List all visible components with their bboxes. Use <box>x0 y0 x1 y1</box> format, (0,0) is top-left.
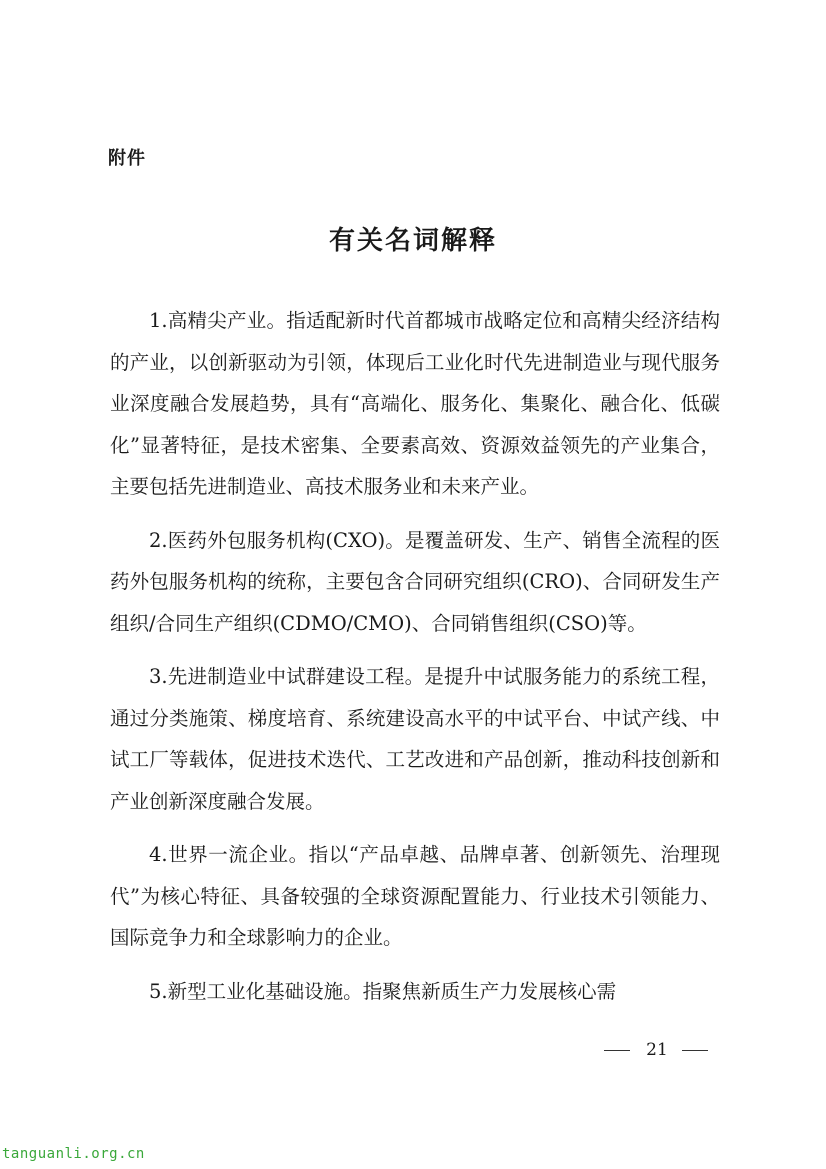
paragraph-1: 1.高精尖产业。指适配新时代首都城市战略定位和高精尖经济结构的产业，以创新驱动为引领，体现后工业化时代先进制造业与现代服务业深度融合发展趋势，具有“高端化、服务化、集聚化、融合化、低碳化”显著特征，是技术密集、全要素高效、资源效益领先的产业集合，主要包括先进制造业、高技术服务业和未来产业。 <box>110 309 720 498</box>
watermark-text: tanguanli.org.cn <box>2 1146 145 1162</box>
paragraph-4: 4.世界一流企业。指以“产品卓越、品牌卓著、创新领先、治理现代”为核心特征、具备较强的全球资源配置能力、行业技术引领能力、国际竞争力和全球影响力的企业。 <box>110 843 720 949</box>
document-body <box>110 300 720 1024</box>
left-dash-divider <box>604 1050 630 1051</box>
document-title: 有关名词解释 <box>328 226 497 256</box>
attachment-label: 附件 <box>108 148 146 169</box>
paragraph-2: 2.医药外包服务机构(CXO)。是覆盖研发、生产、销售全流程的医药外包服务机构的统称，主要包含合同研究组织(CRO)、合同研发生产组织/合同生产组织(CDMO/CMO)、合同销售组织(CSO)等。 <box>110 528 720 635</box>
right-dash-divider <box>682 1050 708 1051</box>
paragraph-3: 3.先进制造业中试群建设工程。是提升中试服务能力的系统工程，通过分类施策、梯度培育、系统建设高水平的中试平台、中试产线、中试工厂等载体，促进技术迭代、工艺改进和产品创新，推动科技创新和产业创新深度融合发展。 <box>110 665 720 813</box>
page-number: 21 <box>646 1040 668 1060</box>
paragraph-5: 5.新型工业化基础设施。指聚焦新质生产力发展核心需 <box>149 979 617 1003</box>
